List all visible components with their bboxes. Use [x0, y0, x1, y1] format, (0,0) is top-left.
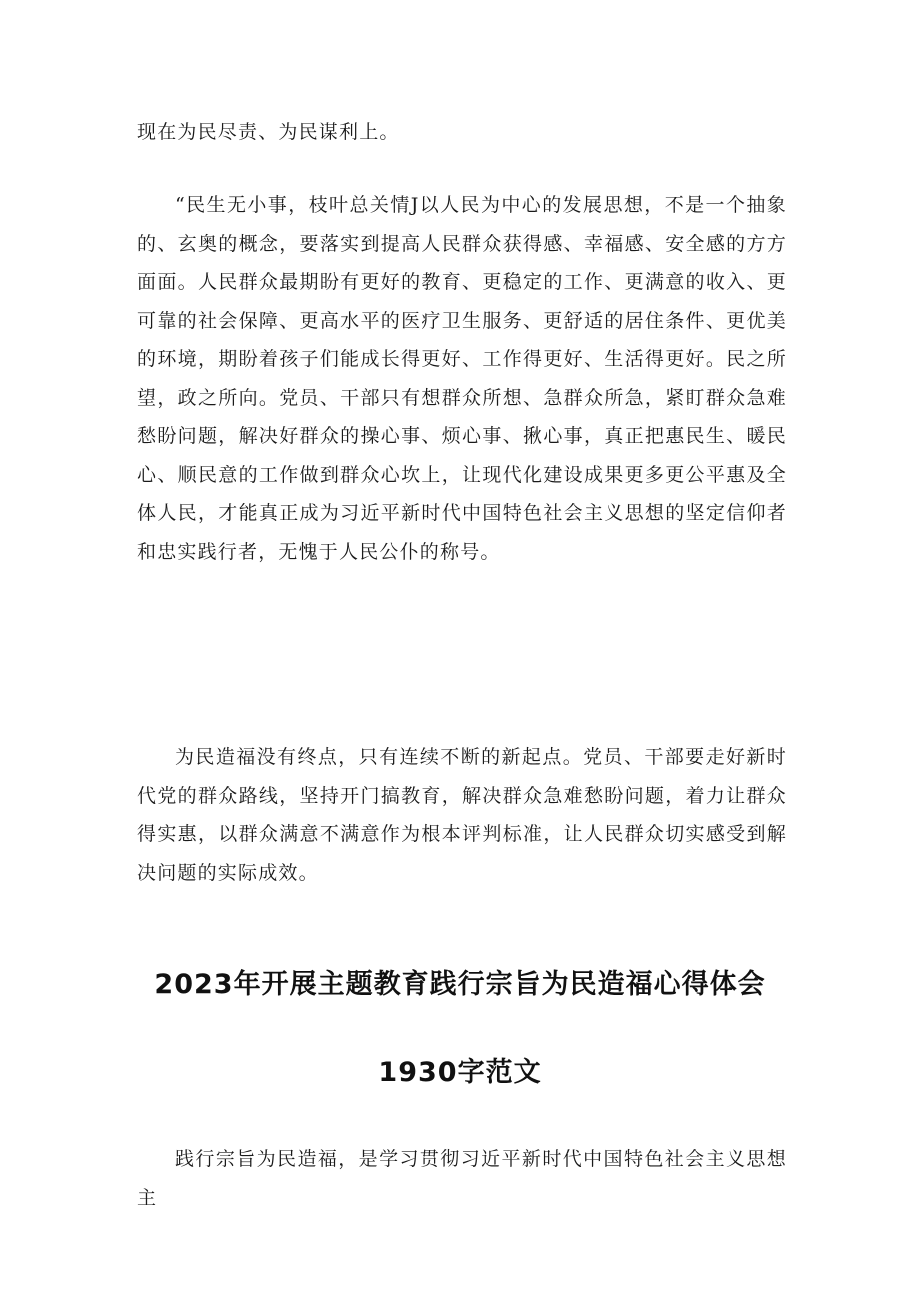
paragraph-no-end-point: 为民造福没有终点，只有连续不断的新起点。党员、干部要走好新时代党的群众路线，坚持开门搞教育，解决群众急难愁盼问题，着力让群众得实惠，以群众满意不满意作为根本评判标准，让人民群众切实感受到解决问题的实际成效。 — [137, 746, 787, 884]
article-title-line-2: 1930字范文 — [378, 1057, 542, 1088]
paragraph-article-opening: 践行宗旨为民造福，是学习贯彻习近平新时代中国特色社会主义思想主 — [137, 1148, 787, 1209]
article-title-line-1: 2023年开展主题教育践行宗旨为民造福心得体会 — [154, 969, 766, 1000]
paragraph-people-livelihood: “民生无小事，枝叶总关情J以人民为中心的发展思想，不是一个抽象的、玄奥的概念，要落实到提高人民群众获得感、幸福感、安全感的方方面面。人民群众最期盼有更好的教育、更稳定的工作、更满意的收入、更可靠的社会保障、更高水平的医疗卫生服务、更舒适的居住条件、更优美的环境，期盼着孩子们能成长得更好、工作得更好、生活得更好。民之所望，政之所向。党员、干部只有想群众所想、急群众所急，紧盯群众急难愁盼问题，解决好群众的操心事、烦心事、揪心事，真正把惠民生、暖民心、顺民意的工作做到群众心坎上，让现代化建设成果更多更公平惠及全体人民，才能真正成为习近平新时代中国特色社会主义思想的坚定信仰者和忠实践行者，无愧于人民公仆的称号。 — [137, 194, 787, 563]
paragraph-continued: 现在为民尽责、为民谋利上。 — [137, 121, 400, 143]
